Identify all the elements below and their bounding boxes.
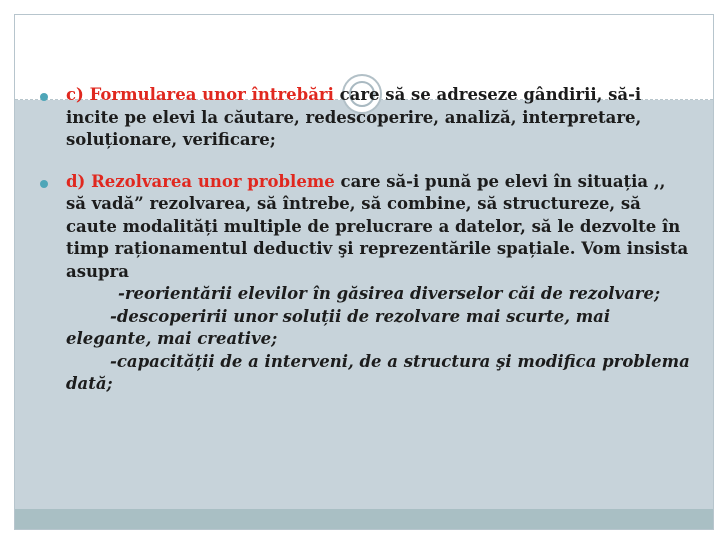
footer-band	[15, 509, 713, 529]
bullet-item-d	[40, 171, 690, 396]
sub-item-discovery: -descoperirii unor soluții de rezolvare mai scurte, mai elegante, mai creative;	[66, 306, 611, 348]
bullet-icon	[40, 93, 48, 101]
bullet-d-text: care să-i pună pe elevi în situația ,, să vadă” rezolvarea, să întrebe, să combine, să structureze, să caute modalități multiple de prelucrare a datelor, să le dezvolte în timp raționamentul deductiv şi reprezentările spațiale. Vom insista asupra	[66, 171, 689, 281]
bullet-c-highlight: c) Formularea unor întrebări	[66, 85, 334, 104]
bullet-d-highlight: d) Rezolvarea unor probleme	[66, 171, 335, 191]
bullet-item-c	[40, 84, 690, 152]
bullet-c-text: care să se adreseze gândirii, să-i incite pe elevi la căutare, redescoperire, analiză, interpretare, soluționare, verificare;	[66, 85, 642, 149]
slide-body	[40, 84, 690, 396]
bullet-icon	[40, 180, 48, 188]
sub-item-capacity: -capacității de a interveni, de a structura şi modifica problema dată;	[66, 351, 690, 393]
sub-item-reorientation: -reorientării elevilor în găsirea diverselor căi de rezolvare;	[118, 284, 661, 303]
